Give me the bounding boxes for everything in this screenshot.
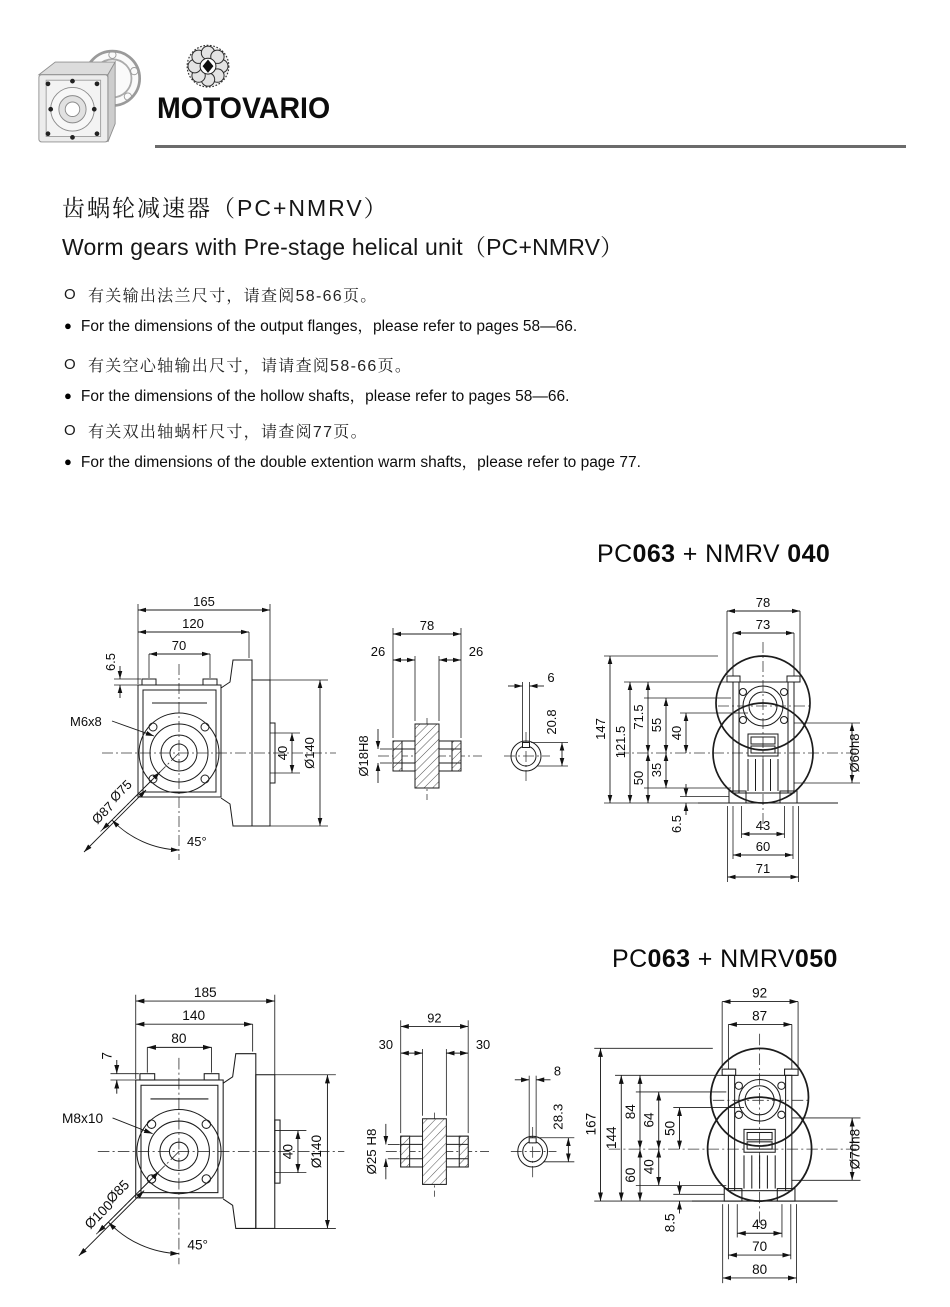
dim-flange-length: 140 (182, 1008, 206, 1023)
label-tap-size: M6x8 (70, 714, 102, 729)
gearbox-body (138, 660, 275, 826)
dim-lower-1: 60 (622, 1167, 638, 1183)
gearbox-body (136, 1054, 280, 1229)
dim-shaft-left: 26 (370, 644, 386, 659)
header-rule (155, 145, 906, 148)
dim-upper-2: 55 (649, 717, 664, 733)
note-zh-text: 有关双出轴蜗杆尺寸，请查阅77页。 (87, 424, 368, 441)
title-en: Worm gears with Pre-stage helical unit（PC+NMRV） (62, 234, 624, 260)
label-tap-size: M8x10 (62, 1111, 104, 1127)
dim-bottom-2: 70 (752, 1238, 768, 1254)
dim-plate-offset: 7 (99, 1051, 115, 1060)
dim-upper-3: 50 (662, 1120, 678, 1136)
side-view-dimensions (70, 594, 328, 852)
dim-bottom-1: 49 (752, 1217, 768, 1233)
note-hollow-shafts (64, 353, 569, 406)
dim-spigot-diameter: Ø100 (81, 1197, 116, 1232)
dim-key-width: 6 (547, 670, 555, 685)
dim-angle: 45° (187, 834, 207, 849)
note-en-text: For the dimensions of the double extention warm shafts，please refer to page 77. (80, 454, 641, 471)
dim-bolt-spacing: 80 (171, 1031, 187, 1047)
dim-shaft-length: 78 (419, 618, 435, 633)
dim-height-total: 167 (583, 1112, 599, 1136)
dim-flange-diameter: Ø140 (302, 737, 317, 769)
dim-rear-width-inner: 73 (755, 617, 771, 632)
note-en-text: For the dimensions of the output flanges，please refer to pages 58—66. (80, 318, 578, 335)
dim-height-total: 147 (593, 718, 608, 740)
dim-flange-diameter: Ø140 (309, 1134, 325, 1169)
dim-output-diameter: Ø60h8 (847, 733, 862, 773)
dim-upper-3: 40 (669, 725, 684, 741)
product-photo (28, 38, 146, 156)
dim-plate-offset: 6.5 (103, 652, 118, 672)
dim-height-housing: 121.5 (613, 725, 628, 759)
dim-upper-1: 71.5 (631, 704, 646, 730)
dim-hub: 40 (275, 745, 290, 761)
dim-shaft-length: 92 (427, 1010, 442, 1026)
dim-key-depth: 28.3 (550, 1103, 566, 1130)
dim-bottom-1: 43 (755, 818, 771, 833)
hollow-bullet-icon: O (64, 422, 77, 439)
rear-dimensions (593, 595, 862, 882)
dim-foot: 8.5 (662, 1213, 678, 1233)
rear-housing (698, 656, 838, 803)
dim-hub: 40 (280, 1143, 296, 1160)
dim-lower-2: 35 (649, 762, 664, 778)
rear-view-drawing-1 (593, 595, 898, 904)
note-zh-text: 有关空心轴输出尺寸，请请查阅58-66页。 (87, 358, 413, 375)
section-title-pc063-nmrv050: PC063 + NMRV050 (612, 945, 838, 973)
dim-spigot-diameter: Ø87 (88, 798, 117, 827)
dim-output-diameter: Ø70h8 (847, 1128, 863, 1170)
hollow-shaft-drawing-1 (358, 616, 608, 811)
note-double-extension-shafts (64, 419, 641, 472)
dim-shaft-right: 26 (468, 644, 484, 659)
dim-bottom-3: 80 (752, 1261, 768, 1277)
dim-bolt-circle-diameter: Ø85 (103, 1177, 133, 1206)
note-en-text: For the dimensions of the hollow shafts，please refer to pages 58—66. (80, 388, 570, 405)
filled-bullet-icon: ● (64, 387, 72, 403)
dim-bore: Ø18H8 (356, 735, 371, 777)
dim-bolt-spacing: 70 (171, 638, 187, 653)
dim-key-width: 8 (553, 1063, 562, 1079)
dim-height-housing: 144 (604, 1126, 620, 1149)
dim-bolt-circle-diameter: Ø75 (106, 776, 135, 805)
dim-rear-width-outer: 78 (755, 595, 771, 610)
note-output-flanges (64, 283, 577, 336)
side-view-dimensions (62, 985, 336, 1256)
filled-bullet-icon: ● (64, 453, 72, 469)
dim-foot: 6.5 (669, 814, 684, 834)
dim-bore: Ø25 H8 (364, 1128, 379, 1175)
motovario-emblem-icon (183, 40, 233, 94)
rear-dimensions (583, 985, 862, 1283)
side-view-drawing-2 (62, 980, 378, 1280)
title-zh: 齿蜗轮减速器（PC+NMRV） (62, 195, 389, 221)
brand-wordmark: MOTOVARIO (157, 92, 331, 125)
dim-rear-width-outer: 92 (752, 985, 768, 1001)
rear-view-drawing-2 (583, 985, 900, 1306)
dim-angle: 45° (187, 1237, 209, 1253)
dim-rear-width-inner: 87 (752, 1008, 768, 1024)
dim-shaft-right: 30 (475, 1036, 491, 1053)
dim-key-depth: 20.8 (544, 709, 559, 735)
dim-lower-1: 50 (631, 770, 646, 786)
note-zh-text: 有关输出法兰尺寸，请查阅58-66页。 (87, 288, 378, 305)
section-title-pc063-nmrv040: PC063 + NMRV 040 (597, 540, 831, 568)
dim-bottom-3: 71 (755, 861, 771, 876)
dim-overall-length: 185 (193, 984, 217, 1000)
dim-upper-2: 64 (641, 1112, 657, 1128)
dim-upper-1: 84 (622, 1104, 638, 1120)
hollow-shaft-drawing-2 (366, 1008, 614, 1208)
dim-shaft-left: 30 (378, 1036, 394, 1053)
document-title (62, 190, 623, 262)
dim-overall-length: 165 (193, 594, 215, 609)
hollow-bullet-icon: O (64, 286, 77, 303)
hollow-bullet-icon: O (64, 356, 77, 373)
dim-bottom-2: 60 (755, 839, 771, 854)
rear-housing (692, 1048, 838, 1201)
dim-flange-length: 120 (182, 616, 204, 631)
side-view-drawing-1 (68, 590, 368, 875)
dim-lower-2: 40 (641, 1159, 657, 1175)
filled-bullet-icon: ● (64, 317, 72, 333)
